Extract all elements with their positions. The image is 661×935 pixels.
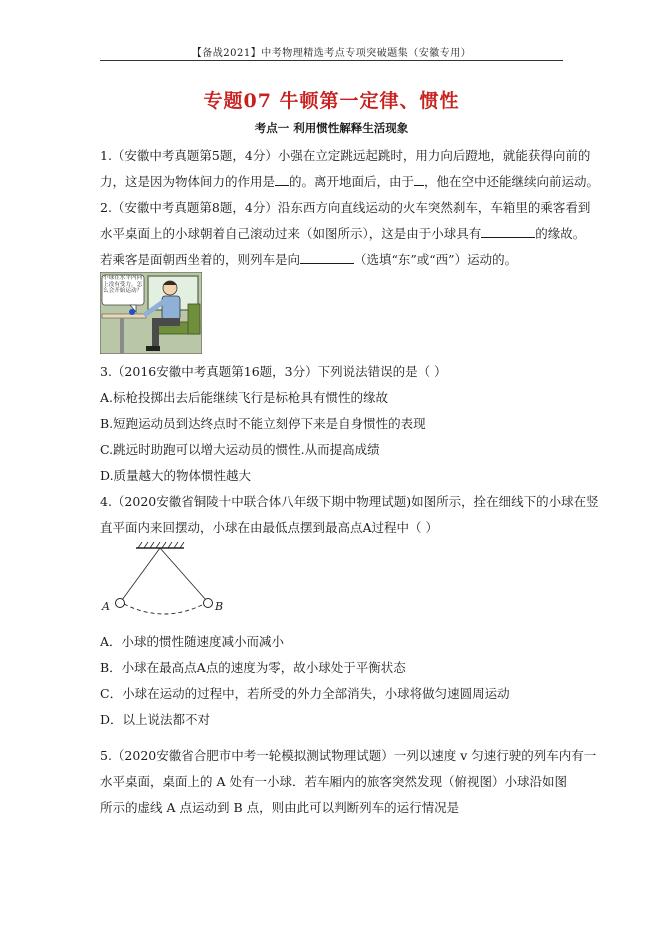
page-title: 专题07 牛顿第一定律、惯性 xyxy=(203,90,460,112)
q1-blank-2 xyxy=(414,184,424,186)
q2-text-a: 水平桌面上的小球朝着自己滚动过来（如图所示），这是由于小球具有 xyxy=(100,226,482,241)
q2-line-3 xyxy=(100,250,517,268)
section-subtitle: 考点一 利用惯性解释生活现象 xyxy=(254,121,409,135)
q3-option-b: B.短跑运动员到达终点时不能立刻停下来是自身惯性的表现 xyxy=(100,416,426,431)
q1-line-1: 1.（安徽中考真题第5题，4分）小强在立定跳远起跳时，用力向后蹬地，就能获得向前的 xyxy=(100,148,591,163)
q1-text-c: ，他在空中还能继续向前运动。 xyxy=(424,174,600,189)
q4-line-2: 直平面内来回摆动，小球在由最低点摆到最高点A过程中（ ） xyxy=(100,520,439,535)
q2-line-1: 2.（安徽中考真题第8题，4分）沿东西方向直线运动的火车突然刹车，车箱里的乘客看到 xyxy=(100,200,591,215)
q2-text-b: 的缘故。 xyxy=(535,226,586,241)
q4-pendulum-figure xyxy=(96,538,236,620)
q5-line-2: 水平桌面，桌面上的 A 处有一小球．若车厢内的旅客突然发现（俯视图）小球沿如图 xyxy=(100,774,567,789)
q2-figure-caption: 小球在水平内向上没有受力，怎么会开始运动？ xyxy=(103,275,143,295)
q4-option-d: D．以上说法都不对 xyxy=(100,712,211,727)
q4-option-b: B．小球在最高点A点的速度为零，故小球处于平衡状态 xyxy=(100,660,406,675)
q3-option-d: D.质量越大的物体惯性越大 xyxy=(100,468,252,483)
q2-text-d: （选填“东”或“西”）运动的。 xyxy=(354,252,518,267)
page-header: 【备战2021】中考物理精选考点专项突破题集（安徽专用） xyxy=(191,48,472,59)
q2-blank-2 xyxy=(300,262,354,264)
q5-line-1: 5.（2020安徽省合肥市中考一轮模拟测试物理试题）一列以速度 v 匀速行驶的列车内有一 xyxy=(100,748,597,763)
q4-option-c: C．小球在运动的过程中，若所受的外力全部消失，小球将做匀速圆周运动 xyxy=(100,686,510,701)
q1-text-b: 的。离开地面后，由于 xyxy=(289,174,415,189)
q3-option-c: C.跳远时助跑可以增大运动员的惯性.从而提高成绩 xyxy=(100,442,380,457)
q1-text-a: 力，这是因为物体间力的作用是 xyxy=(100,174,276,189)
q1-line-2 xyxy=(100,172,599,190)
q2-text-c: 若乘客是面朝西坐着的，则列车是向 xyxy=(100,252,301,267)
q2-train-passenger-figure xyxy=(100,272,202,354)
q5-line-3: 所示的虚线 A 点运动到 B 点，则由此可以判断列车的运行情况是 xyxy=(100,800,460,815)
header-divider xyxy=(100,60,563,61)
q2-blank-1 xyxy=(481,236,535,238)
q4-label-a: A xyxy=(102,600,110,613)
q3-option-a: A.标枪投掷出去后能继续飞行是标枪具有惯性的缘故 xyxy=(100,390,389,405)
q4-line-1: 4.（2020安徽省铜陵十中联合体八年级下期中物理试题)如图所示，拴在细线下的小球在竖 xyxy=(100,494,599,509)
q1-blank-1 xyxy=(275,184,289,186)
q2-line-2 xyxy=(100,224,585,242)
q3-stem: 3.（2016安徽中考真题第16题，3分）下列说法错误的是（ ） xyxy=(100,364,447,379)
q4-option-a: A．小球的惯性随速度减小而减小 xyxy=(100,634,285,649)
q4-label-b: B xyxy=(215,600,224,613)
